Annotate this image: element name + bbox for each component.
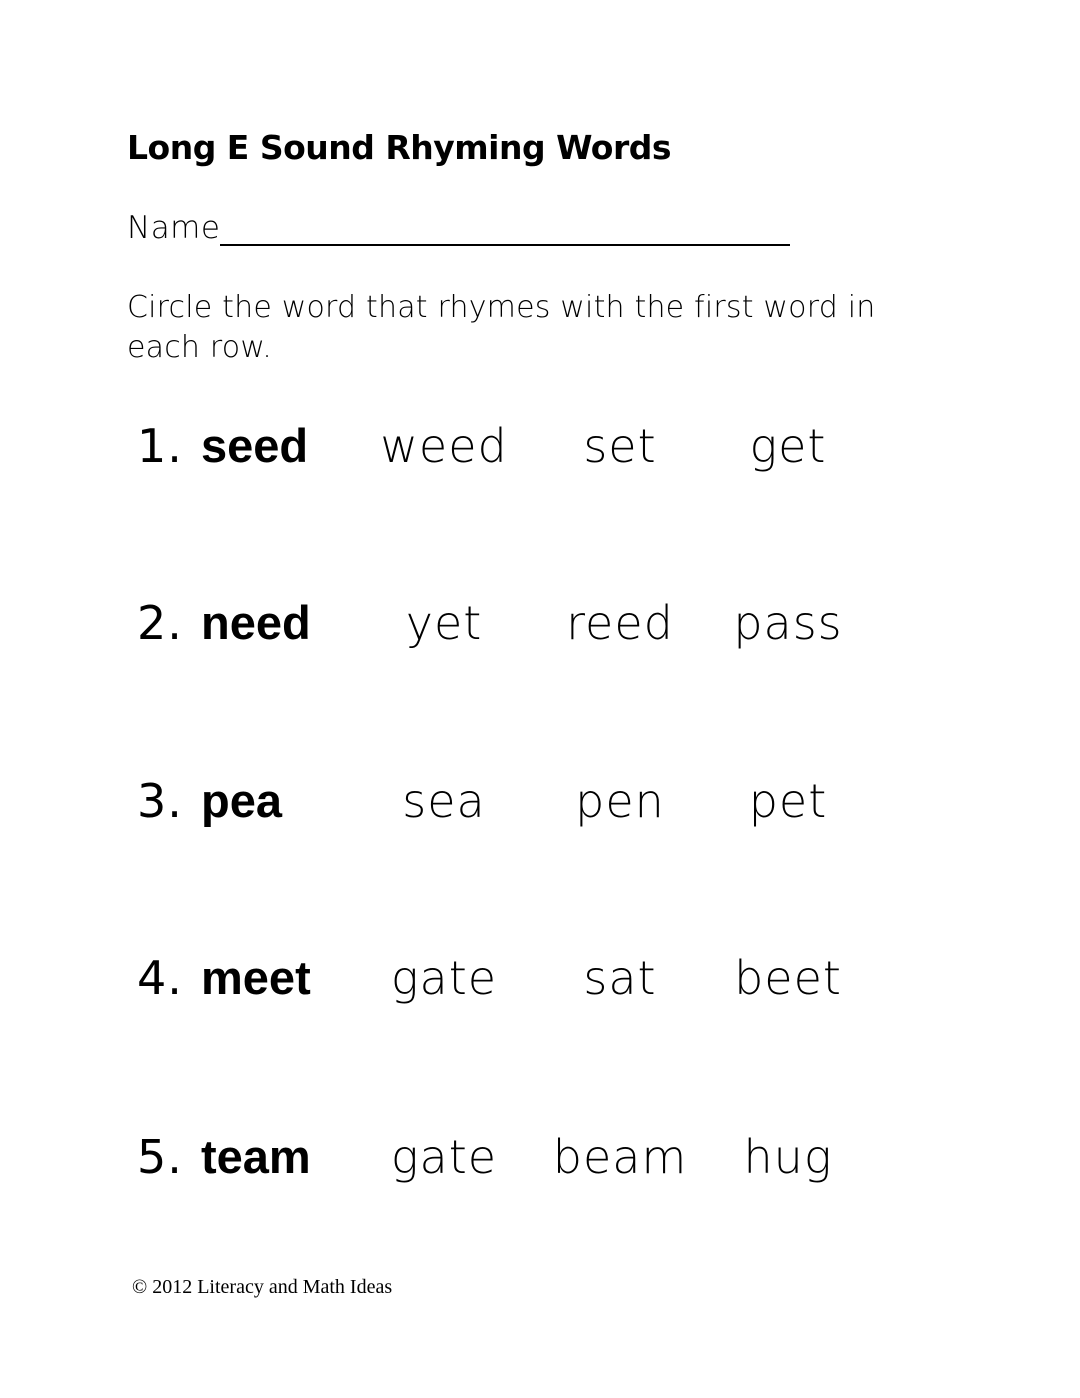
choice-word[interactable]: reed	[566, 596, 674, 650]
rhyme-row	[0, 948, 1080, 1008]
choice-word[interactable]: sat	[583, 951, 657, 1005]
target-word: meet	[201, 951, 311, 1004]
row-number: 5.	[137, 1130, 183, 1184]
target-word: pea	[201, 774, 282, 827]
choice-word[interactable]: beet	[734, 951, 842, 1005]
target-word: seed	[201, 419, 309, 472]
instructions: Circle the word that rhymes with the first word in each row.	[127, 290, 876, 365]
row-number: 3.	[137, 774, 183, 828]
choice-word[interactable]: hug	[743, 1130, 833, 1184]
rhyme-row	[0, 771, 1080, 831]
choice-word[interactable]: sea	[402, 774, 486, 828]
copyright-footer: © 2012 Literacy and Math Ideas	[132, 1276, 393, 1298]
name-label: Name	[127, 210, 221, 246]
name-field	[127, 210, 790, 246]
row-number: 4.	[137, 951, 183, 1005]
target-word: need	[201, 596, 311, 649]
rhyme-row	[0, 416, 1080, 476]
target-word: team	[201, 1130, 311, 1183]
choice-word[interactable]: beam	[552, 1130, 688, 1184]
choice-word[interactable]: gate	[390, 1130, 498, 1184]
rhyme-row	[0, 1127, 1080, 1187]
rhyme-row	[0, 593, 1080, 653]
choice-word[interactable]: weed	[380, 419, 508, 473]
choice-word[interactable]: get	[749, 419, 827, 473]
choice-word[interactable]: pen	[575, 774, 665, 828]
choice-word[interactable]: pet	[748, 774, 828, 828]
choice-word[interactable]: yet	[405, 596, 483, 650]
row-number: 1.	[137, 419, 183, 473]
worksheet-title: Long E Sound Rhyming Words	[127, 128, 672, 167]
choice-word[interactable]: set	[583, 419, 657, 473]
choice-word[interactable]: gate	[390, 951, 498, 1005]
name-blank-line[interactable]	[220, 214, 790, 246]
row-number: 2.	[137, 596, 183, 650]
choice-word[interactable]: pass	[733, 596, 843, 650]
